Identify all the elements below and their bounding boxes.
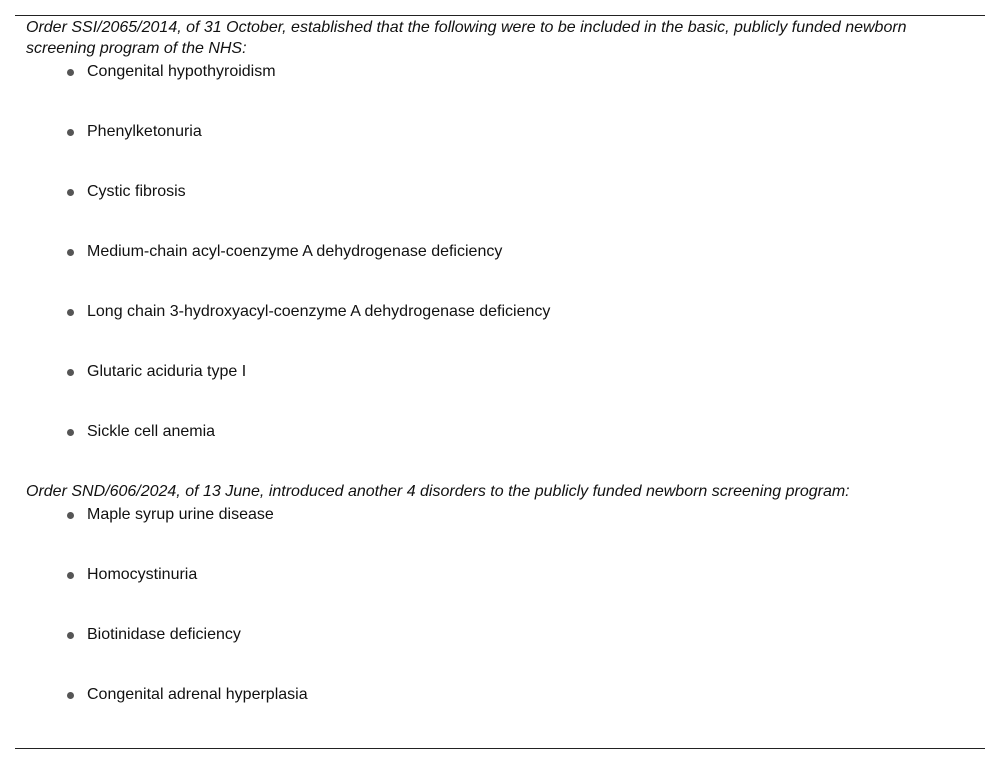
bullet-dot-icon [67, 692, 74, 699]
bullet-dot-icon [67, 512, 74, 519]
disorder-label: Cystic fibrosis [87, 183, 186, 200]
bullet-dot-icon [67, 429, 74, 436]
disorder-label: Congenital hypothyroidism [87, 63, 276, 80]
bullet-dot-icon [67, 249, 74, 256]
disorder-label: Homocystinuria [87, 566, 198, 583]
disorder-label: Glutaric aciduria type I [87, 363, 247, 380]
disorder-label: Biotinidase deficiency [87, 626, 241, 643]
section-1-intro: Order SSI/2065/2014, of 31 October, established that the following were to be included in the basic, publicly funded newborn screening program of the NHS: [26, 19, 907, 57]
bullet-dot-icon [67, 69, 74, 76]
bullet-dot-icon [67, 189, 74, 196]
disorder-label: Sickle cell anemia [87, 423, 216, 440]
bullet-dot-icon [67, 369, 74, 376]
bullet-dot-icon [67, 309, 74, 316]
disorder-label: Congenital adrenal hyperplasia [87, 686, 308, 703]
disorder-label: Medium-chain acyl-coenzyme A dehydrogenase deficiency [87, 243, 503, 260]
bullet-dot-icon [67, 129, 74, 136]
bullet-dot-icon [67, 572, 74, 579]
disorder-label: Phenylketonuria [87, 123, 202, 140]
disorder-label: Long chain 3-hydroxyacyl-coenzyme A dehydrogenase deficiency [87, 303, 551, 320]
top-rule [15, 15, 985, 16]
section-2-intro: Order SND/606/2024, of 13 June, introduced another 4 disorders to the publicly funded newborn screening program: [26, 483, 850, 500]
disorder-label: Maple syrup urine disease [87, 506, 274, 523]
bottom-rule [15, 748, 985, 749]
bullet-dot-icon [67, 632, 74, 639]
